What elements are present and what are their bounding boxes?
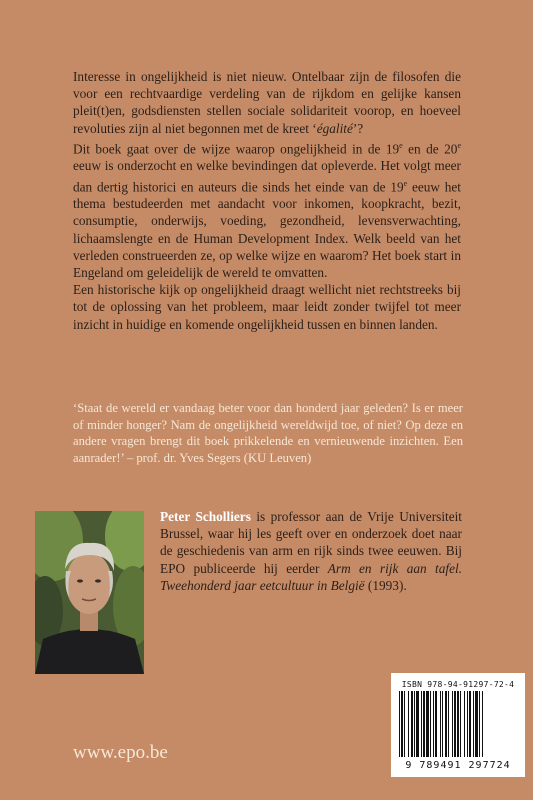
barcode-bar bbox=[399, 691, 400, 757]
back-cover-blurb bbox=[73, 68, 461, 333]
superscript: e bbox=[457, 140, 461, 150]
author-bio bbox=[160, 508, 462, 594]
barcode-bar bbox=[464, 691, 465, 757]
blurb-text: Interesse in ongelijkheid is niet nieuw. Ontelbaar zijn de filosofen die voor een rechtvaardige verdeling van de rijkdom en gelijke kansen pleit(t)en, godsdiensten stellen sociale solidariteit voorop, en hoeveel revoluties zijn al niet begonnen met de kreet ‘ bbox=[73, 69, 461, 136]
barcode-bar bbox=[482, 691, 483, 757]
author-name: Peter Scholliers bbox=[160, 509, 251, 524]
barcode-bar bbox=[433, 691, 434, 757]
isbn-barcode bbox=[391, 673, 525, 777]
endorsement-quote: ‘Staat de wereld er vandaag beter voor dan honderd jaar geleden? Is er meer of minder honger? Nam de ongelijkheid wereldwijd toe, of niet? Op deze en andere vragen brengt dit boek prikkelende en vernieuwende inzichten. Een aanrader!’ – prof. dr. Yves Segers (KU Leuven) bbox=[73, 401, 463, 465]
barcode-bar bbox=[454, 691, 456, 757]
barcode-bar bbox=[404, 691, 405, 757]
barcode-bar bbox=[421, 691, 422, 757]
blurb-paragraph-1 bbox=[73, 68, 461, 137]
barcode-bar bbox=[411, 691, 413, 757]
blurb-paragraph-2 bbox=[73, 137, 461, 281]
blurb-text: eeuw is onderzocht en welke bevindingen dat opleverde. Het volgt meer dan dertig historici en auteurs die sinds het einde van de 19 bbox=[73, 158, 461, 195]
barcode-digits: 9 789491 297724 bbox=[405, 760, 511, 771]
barcode-bar bbox=[452, 691, 453, 757]
author-portrait-image bbox=[35, 511, 144, 674]
publisher-website: www.epo.be bbox=[73, 742, 168, 763]
barcode-bar bbox=[475, 691, 478, 757]
superscript: e bbox=[399, 140, 403, 150]
barcode-bar bbox=[460, 691, 461, 757]
blurb-text: en de 20 bbox=[402, 141, 458, 157]
barcode-bars bbox=[397, 691, 519, 761]
barcode-bar bbox=[426, 691, 429, 757]
barcode-bar bbox=[445, 691, 447, 757]
previous-book-title: Arm en rijk aan tafel. Tweehonderd jaar eetcultuur in België bbox=[160, 560, 462, 593]
barcode-bar bbox=[408, 691, 409, 757]
barcode-bar bbox=[473, 691, 474, 757]
barcode-bar bbox=[440, 691, 441, 757]
superscript: e bbox=[403, 178, 408, 188]
barcode-bar bbox=[467, 691, 468, 757]
bio-text: is professor aan de Vrije Universiteit Brussel, waar hij les geeft over en onderzoek doet naar de geschiedenis van arm en rijk sinds twee eeuwen. Bij EPO publiceerde hij eerder bbox=[160, 509, 462, 576]
bio-text: (1993). bbox=[364, 577, 407, 593]
barcode-bar bbox=[435, 691, 437, 757]
author-photo bbox=[35, 511, 144, 674]
blurb-text: eeuw het thema bestudeerden met aandacht voor inkomen, koopkracht, bezit, consumptie, onderwijs, voeding, gezondheid, levensverwachting, lichaamslengte en de Human Development Index. Welk beeld van het verleden construeerden ze, op welke wijze en waarom? Het boek start in Engeland om geleidelijk de wereld te omvatten. bbox=[73, 179, 461, 281]
barcode-bar bbox=[416, 691, 419, 757]
barcode-bar bbox=[401, 691, 403, 757]
barcode-bar bbox=[430, 691, 431, 757]
blurb-text: Dit boek gaat over de wijze waarop ongelijkheid in de 19 bbox=[73, 141, 400, 157]
blurb-paragraph-3: Een historische kijk op ongelijkheid draagt wellicht niet rechtstreeks bij tot de oplossing van het probleem, maar leidt zonder twijfel tot meer inzicht in huidige en komende ongelijkheid tussen en binnen landen. bbox=[73, 282, 461, 332]
barcode-bar bbox=[448, 691, 449, 757]
barcode-bar bbox=[423, 691, 425, 757]
isbn-label: ISBN 978-94-91297-72-4 bbox=[401, 680, 515, 689]
barcode-bar bbox=[442, 691, 443, 757]
barcode-bar bbox=[457, 691, 459, 757]
barcode-bar bbox=[469, 691, 471, 757]
barcode-bar bbox=[479, 691, 480, 757]
egalite-term: égalité bbox=[316, 120, 353, 136]
blurb-text: ’? bbox=[352, 120, 364, 136]
barcode-bar bbox=[414, 691, 415, 757]
